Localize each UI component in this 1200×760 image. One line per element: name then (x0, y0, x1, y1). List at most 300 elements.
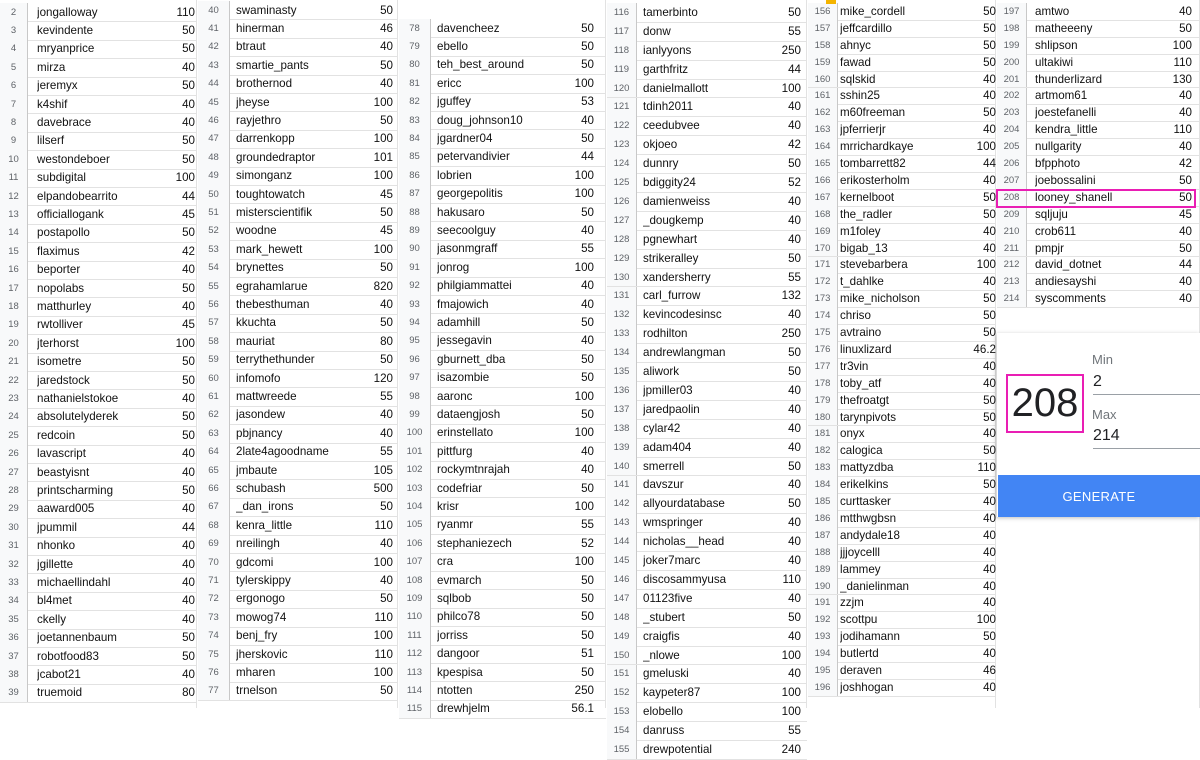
username-cell[interactable]: absolutelyderek (37, 410, 119, 424)
username-cell[interactable]: evmarch (437, 573, 482, 587)
amount-cell[interactable]: 50 (581, 132, 594, 146)
table-row[interactable] (808, 54, 996, 72)
username-cell[interactable]: subdigital (37, 171, 86, 185)
username-cell[interactable]: jessegavin (437, 334, 492, 348)
amount-cell[interactable]: 40 (581, 279, 594, 293)
table-row[interactable] (399, 295, 606, 314)
table-row[interactable] (0, 132, 197, 151)
table-row[interactable] (399, 185, 606, 204)
amount-cell[interactable]: 240 (781, 743, 801, 757)
username-cell[interactable]: georgepolitis (437, 187, 503, 201)
amount-cell[interactable]: 40 (380, 537, 393, 551)
amount-cell[interactable]: 40 (788, 119, 801, 133)
username-cell[interactable]: printscharming (37, 484, 114, 498)
username-cell[interactable]: drewhjelm (437, 702, 490, 716)
amount-cell[interactable]: 50 (182, 226, 195, 240)
username-cell[interactable]: terrythethunder (236, 353, 315, 367)
table-row[interactable] (607, 60, 807, 80)
amount-cell[interactable]: 100 (373, 95, 393, 109)
username-cell[interactable]: benj_fry (236, 629, 278, 643)
row-number[interactable]: 57 (198, 314, 230, 332)
row-number[interactable]: 86 (399, 166, 431, 184)
amount-cell[interactable]: 100 (976, 258, 996, 272)
table-row[interactable] (0, 537, 197, 556)
row-number[interactable]: 31 (0, 537, 28, 555)
table-row[interactable] (607, 646, 807, 666)
amount-cell[interactable]: 40 (1179, 140, 1192, 154)
row-number[interactable]: 149 (607, 627, 637, 646)
amount-cell[interactable]: 40 (788, 213, 801, 227)
username-cell[interactable]: sqljuju (1035, 207, 1068, 221)
amount-cell[interactable]: 100 (1172, 38, 1192, 52)
table-row[interactable] (0, 261, 197, 280)
username-cell[interactable]: erikelkins (840, 478, 889, 492)
table-row[interactable] (399, 258, 606, 277)
amount-cell[interactable]: 100 (781, 686, 801, 700)
username-cell[interactable]: joestefanelli (1035, 106, 1097, 120)
username-cell[interactable]: tr3vin (840, 359, 869, 373)
amount-cell[interactable]: 40 (983, 173, 996, 187)
username-cell[interactable]: butlertd (840, 647, 879, 661)
row-number[interactable]: 95 (399, 332, 431, 350)
table-row[interactable] (997, 121, 1200, 139)
username-cell[interactable]: jmbaute (236, 463, 278, 477)
amount-cell[interactable]: 40 (788, 535, 801, 549)
username-cell[interactable]: avtraino (840, 326, 882, 340)
amount-cell[interactable]: 50 (983, 444, 996, 458)
table-row[interactable] (607, 532, 807, 552)
amount-cell[interactable]: 55 (788, 724, 801, 738)
amount-cell[interactable]: 50 (788, 5, 801, 19)
username-cell[interactable]: jodihamann (840, 630, 900, 644)
amount-cell[interactable]: 50 (380, 58, 393, 72)
table-row[interactable] (198, 498, 398, 517)
username-cell[interactable]: lilserf (37, 134, 65, 148)
amount-cell[interactable]: 45 (182, 318, 195, 332)
amount-cell[interactable]: 50 (983, 309, 996, 323)
row-number[interactable]: 37 (0, 647, 28, 665)
row-number[interactable]: 107 (399, 553, 431, 571)
table-row[interactable] (997, 172, 1200, 190)
table-row[interactable] (0, 77, 197, 96)
username-cell[interactable]: looney_shanell (1035, 190, 1113, 204)
min-input[interactable]: 2 (1093, 373, 1200, 395)
table-row[interactable] (198, 314, 398, 333)
amount-cell[interactable]: 44 (182, 189, 195, 203)
amount-cell[interactable]: 50 (581, 352, 594, 366)
table-row[interactable] (808, 375, 996, 393)
username-cell[interactable]: _dougkemp (643, 213, 704, 227)
username-cell[interactable]: lavascript (37, 447, 86, 461)
table-row[interactable] (399, 442, 606, 461)
row-number[interactable]: 206 (997, 155, 1027, 172)
row-number[interactable]: 98 (399, 387, 431, 405)
row-number[interactable]: 200 (997, 54, 1027, 71)
table-row[interactable] (607, 513, 807, 533)
row-number[interactable]: 81 (399, 74, 431, 92)
row-number[interactable]: 131 (607, 287, 637, 306)
row-number[interactable]: 129 (607, 249, 637, 268)
amount-cell[interactable]: 40 (182, 392, 195, 406)
username-cell[interactable]: nicholas__head (643, 535, 725, 549)
row-number[interactable]: 76 (198, 663, 230, 681)
table-row[interactable] (997, 206, 1200, 224)
row-number[interactable]: 160 (808, 71, 838, 88)
row-number[interactable]: 117 (607, 22, 637, 41)
table-row[interactable] (607, 740, 807, 760)
username-cell[interactable]: kenra_little (236, 518, 293, 532)
amount-cell[interactable]: 250 (574, 684, 594, 698)
table-row[interactable] (198, 590, 398, 609)
amount-cell[interactable]: 52 (581, 536, 594, 550)
amount-cell[interactable]: 50 (182, 152, 195, 166)
table-row[interactable] (808, 121, 996, 139)
row-number[interactable]: 201 (997, 71, 1027, 88)
username-cell[interactable]: rayjethro (236, 114, 282, 128)
table-row[interactable] (399, 479, 606, 498)
table-row[interactable] (198, 1, 398, 20)
table-row[interactable] (808, 206, 996, 224)
username-cell[interactable]: mirza (37, 60, 66, 74)
table-row[interactable] (808, 71, 996, 89)
amount-cell[interactable]: 40 (983, 579, 996, 593)
amount-cell[interactable]: 51 (581, 647, 594, 661)
amount-cell[interactable]: 50 (182, 42, 195, 56)
row-number[interactable]: 137 (607, 400, 637, 419)
row-number[interactable]: 161 (808, 88, 838, 105)
amount-cell[interactable]: 40 (788, 194, 801, 208)
row-number[interactable]: 159 (808, 54, 838, 71)
amount-cell[interactable]: 50 (380, 684, 393, 698)
amount-cell[interactable]: 40 (182, 502, 195, 516)
username-cell[interactable]: m60freeman (840, 106, 906, 120)
table-row[interactable] (808, 273, 996, 291)
row-number[interactable]: 138 (607, 419, 637, 438)
row-number[interactable]: 109 (399, 589, 431, 607)
row-number[interactable]: 181 (808, 426, 838, 443)
row-number[interactable]: 18 (0, 297, 28, 315)
table-row[interactable] (399, 37, 606, 56)
row-number[interactable]: 176 (808, 341, 838, 358)
row-number[interactable]: 10 (0, 150, 28, 168)
table-row[interactable] (808, 290, 996, 308)
table-row[interactable] (808, 223, 996, 241)
amount-cell[interactable]: 100 (781, 648, 801, 662)
row-number[interactable]: 174 (808, 307, 838, 324)
amount-cell[interactable]: 40 (380, 426, 393, 440)
table-row[interactable] (198, 332, 398, 351)
username-cell[interactable]: jpummil (37, 520, 77, 534)
amount-cell[interactable]: 44 (1179, 258, 1192, 272)
row-number[interactable]: 62 (198, 406, 230, 424)
table-row[interactable] (0, 426, 197, 445)
row-number[interactable]: 114 (399, 681, 431, 699)
table-row[interactable] (607, 589, 807, 609)
row-number[interactable]: 91 (399, 258, 431, 276)
amount-cell[interactable]: 50 (983, 393, 996, 407)
row-number[interactable]: 44 (198, 75, 230, 93)
amount-cell[interactable]: 55 (788, 270, 801, 284)
amount-cell[interactable]: 100 (574, 389, 594, 403)
table-row[interactable] (399, 93, 606, 112)
amount-cell[interactable]: 40 (983, 376, 996, 390)
username-cell[interactable]: ebello (437, 40, 468, 54)
username-cell[interactable]: jcabot21 (37, 668, 81, 682)
username-cell[interactable]: ergonogo (236, 592, 285, 606)
amount-cell[interactable]: 500 (373, 482, 393, 496)
amount-cell[interactable]: 40 (983, 359, 996, 373)
table-row[interactable] (808, 510, 996, 528)
username-cell[interactable]: elpandobearrito (37, 189, 118, 203)
row-number[interactable]: 213 (997, 273, 1027, 290)
row-number[interactable]: 16 (0, 261, 28, 279)
table-row[interactable] (607, 116, 807, 136)
table-row[interactable] (198, 516, 398, 535)
table-row[interactable] (0, 500, 197, 519)
amount-cell[interactable]: 46 (380, 22, 393, 36)
row-number[interactable]: 180 (808, 409, 838, 426)
amount-cell[interactable]: 50 (983, 326, 996, 340)
row-number[interactable]: 63 (198, 424, 230, 442)
username-cell[interactable]: davebrace (37, 116, 92, 130)
username-cell[interactable]: k4shif (37, 97, 68, 111)
row-number[interactable]: 26 (0, 445, 28, 463)
username-cell[interactable]: aaward005 (37, 502, 95, 516)
table-row[interactable] (198, 369, 398, 388)
username-cell[interactable]: danruss (643, 724, 685, 738)
table-row[interactable] (198, 571, 398, 590)
username-cell[interactable]: flaximus (37, 244, 80, 258)
amount-cell[interactable]: 40 (983, 528, 996, 542)
username-cell[interactable]: bl4met (37, 594, 72, 608)
row-number[interactable]: 127 (607, 211, 637, 230)
row-number[interactable]: 204 (997, 121, 1027, 138)
table-row[interactable] (607, 324, 807, 344)
row-number[interactable]: 77 (198, 682, 230, 700)
row-number[interactable]: 84 (399, 129, 431, 147)
amount-cell[interactable]: 110 (977, 461, 996, 475)
username-cell[interactable]: calogica (840, 444, 883, 458)
table-row[interactable] (808, 324, 996, 342)
username-cell[interactable]: pgnewhart (643, 232, 698, 246)
amount-cell[interactable]: 100 (574, 260, 594, 274)
amount-cell[interactable]: 46 (983, 664, 996, 678)
table-row[interactable] (997, 223, 1200, 241)
table-row[interactable] (0, 3, 197, 22)
row-number[interactable]: 99 (399, 405, 431, 423)
table-row[interactable] (607, 627, 807, 647)
username-cell[interactable]: mauriat (236, 334, 275, 348)
table-row[interactable] (607, 154, 807, 174)
username-cell[interactable]: nhonko (37, 539, 76, 553)
username-cell[interactable]: ntotten (437, 684, 473, 698)
table-row[interactable] (198, 185, 398, 204)
table-row[interactable] (0, 334, 197, 353)
row-number[interactable]: 85 (399, 148, 431, 166)
amount-cell[interactable]: 40 (983, 647, 996, 661)
amount-cell[interactable]: 40 (1179, 4, 1192, 18)
row-number[interactable]: 53 (198, 240, 230, 258)
username-cell[interactable]: andiesayshi (1035, 275, 1097, 289)
amount-cell[interactable]: 40 (983, 680, 996, 694)
row-number[interactable]: 135 (607, 362, 637, 381)
table-row[interactable] (0, 629, 197, 648)
row-number[interactable]: 17 (0, 279, 28, 297)
row-number[interactable]: 30 (0, 518, 28, 536)
amount-cell[interactable]: 50 (983, 55, 996, 69)
row-number[interactable]: 140 (607, 457, 637, 476)
table-row[interactable] (808, 155, 996, 173)
amount-cell[interactable]: 50 (380, 316, 393, 330)
table-row[interactable] (607, 457, 807, 477)
amount-cell[interactable]: 50 (182, 410, 195, 424)
username-cell[interactable]: onyx (840, 427, 865, 441)
amount-cell[interactable]: 40 (983, 511, 996, 525)
amount-cell[interactable]: 100 (373, 666, 393, 680)
amount-cell[interactable]: 45 (182, 208, 195, 222)
amount-cell[interactable]: 44 (581, 150, 594, 164)
username-cell[interactable]: thebesthuman (236, 298, 310, 312)
table-row[interactable] (198, 479, 398, 498)
table-row[interactable] (0, 169, 197, 188)
table-row[interactable] (607, 683, 807, 703)
row-number[interactable]: 74 (198, 627, 230, 645)
table-row[interactable] (198, 663, 398, 682)
row-number[interactable]: 115 (399, 700, 431, 718)
amount-cell[interactable]: 50 (1179, 21, 1192, 35)
amount-cell[interactable]: 50 (182, 631, 195, 645)
row-number[interactable]: 164 (808, 138, 838, 155)
amount-cell[interactable]: 50 (983, 106, 996, 120)
table-row[interactable] (0, 371, 197, 390)
username-cell[interactable]: tylerskippy (236, 574, 291, 588)
username-cell[interactable]: jaredpaolin (643, 402, 700, 416)
amount-cell[interactable]: 50 (983, 478, 996, 492)
row-number[interactable]: 22 (0, 371, 28, 389)
amount-cell[interactable]: 50 (380, 206, 393, 220)
username-cell[interactable]: _nlowe (643, 648, 680, 662)
table-row[interactable] (607, 230, 807, 250)
username-cell[interactable]: ultakiwi (1035, 55, 1074, 69)
table-row[interactable] (399, 405, 606, 424)
amount-cell[interactable]: 55 (581, 242, 594, 256)
row-number[interactable]: 72 (198, 590, 230, 608)
row-number[interactable]: 67 (198, 498, 230, 516)
username-cell[interactable]: brynettes (236, 261, 284, 275)
username-cell[interactable]: okjoeo (643, 138, 678, 152)
row-number[interactable]: 9 (0, 132, 28, 150)
row-number[interactable]: 78 (399, 19, 431, 37)
table-row[interactable] (198, 259, 398, 278)
row-number[interactable]: 136 (607, 381, 637, 400)
table-row[interactable] (607, 3, 807, 23)
table-row[interactable] (198, 203, 398, 222)
username-cell[interactable]: sshin25 (840, 89, 880, 103)
table-row[interactable] (0, 224, 197, 243)
amount-cell[interactable]: 50 (380, 114, 393, 128)
row-number[interactable]: 15 (0, 242, 28, 260)
row-number[interactable]: 66 (198, 479, 230, 497)
table-row[interactable] (0, 408, 197, 427)
username-cell[interactable]: discosammyusa (643, 572, 727, 586)
amount-cell[interactable]: 52 (788, 176, 801, 190)
amount-cell[interactable]: 50 (581, 481, 594, 495)
table-row[interactable] (399, 332, 606, 351)
amount-cell[interactable]: 100 (574, 426, 594, 440)
table-row[interactable] (607, 702, 807, 722)
username-cell[interactable]: chriso (840, 309, 871, 323)
username-cell[interactable]: robotfood83 (37, 649, 99, 663)
table-row[interactable] (997, 290, 1200, 308)
row-number[interactable]: 205 (997, 138, 1027, 155)
amount-cell[interactable]: 50 (380, 592, 393, 606)
username-cell[interactable]: joetannenbaum (37, 631, 117, 645)
amount-cell[interactable]: 40 (788, 667, 801, 681)
amount-cell[interactable]: 100 (373, 132, 393, 146)
table-row[interactable] (198, 56, 398, 75)
row-number[interactable]: 177 (808, 358, 838, 375)
table-row[interactable] (997, 71, 1200, 89)
row-number[interactable]: 69 (198, 535, 230, 553)
username-cell[interactable]: craigfis (643, 629, 680, 643)
username-cell[interactable]: petervandivier (437, 150, 510, 164)
amount-cell[interactable]: 50 (182, 373, 195, 387)
table-row[interactable] (997, 155, 1200, 173)
amount-cell[interactable]: 100 (175, 171, 195, 185)
row-number[interactable]: 113 (399, 663, 431, 681)
row-number[interactable]: 154 (607, 721, 637, 740)
amount-cell[interactable]: 50 (788, 157, 801, 171)
row-number[interactable]: 125 (607, 173, 637, 192)
amount-cell[interactable]: 44 (788, 62, 801, 76)
row-number[interactable]: 198 (997, 20, 1027, 37)
table-row[interactable] (399, 608, 606, 627)
username-cell[interactable]: groundedraptor (236, 150, 316, 164)
username-cell[interactable]: adamhill (437, 316, 481, 330)
row-number[interactable]: 103 (399, 479, 431, 497)
username-cell[interactable]: garthfritz (643, 62, 689, 76)
amount-cell[interactable]: 42 (788, 138, 801, 152)
row-number[interactable]: 212 (997, 257, 1027, 274)
amount-cell[interactable]: 50 (983, 38, 996, 52)
amount-cell[interactable]: 50 (182, 134, 195, 148)
max-input[interactable]: 214 (1093, 427, 1200, 449)
amount-cell[interactable]: 40 (182, 539, 195, 553)
table-row[interactable] (399, 111, 606, 130)
row-number[interactable]: 94 (399, 313, 431, 331)
row-number[interactable]: 153 (607, 702, 637, 721)
username-cell[interactable]: _dan_irons (236, 500, 294, 514)
table-row[interactable] (198, 387, 398, 406)
row-number[interactable]: 54 (198, 259, 230, 277)
table-row[interactable] (0, 21, 197, 40)
row-number[interactable]: 6 (0, 77, 28, 95)
amount-cell[interactable]: 50 (581, 21, 594, 35)
amount-cell[interactable]: 50 (581, 58, 594, 72)
username-cell[interactable]: jgardner04 (437, 132, 493, 146)
amount-cell[interactable]: 40 (182, 465, 195, 479)
amount-cell[interactable]: 250 (781, 327, 801, 341)
table-row[interactable] (607, 721, 807, 741)
table-row[interactable] (198, 130, 398, 149)
username-cell[interactable]: darrenkopp (236, 132, 295, 146)
username-cell[interactable]: mike_nicholson (840, 292, 920, 306)
table-row[interactable] (399, 424, 606, 443)
amount-cell[interactable]: 50 (983, 21, 996, 35)
amount-cell[interactable]: 50 (581, 205, 594, 219)
username-cell[interactable]: kendra_little (1035, 123, 1098, 137)
row-number[interactable]: 188 (808, 544, 838, 561)
